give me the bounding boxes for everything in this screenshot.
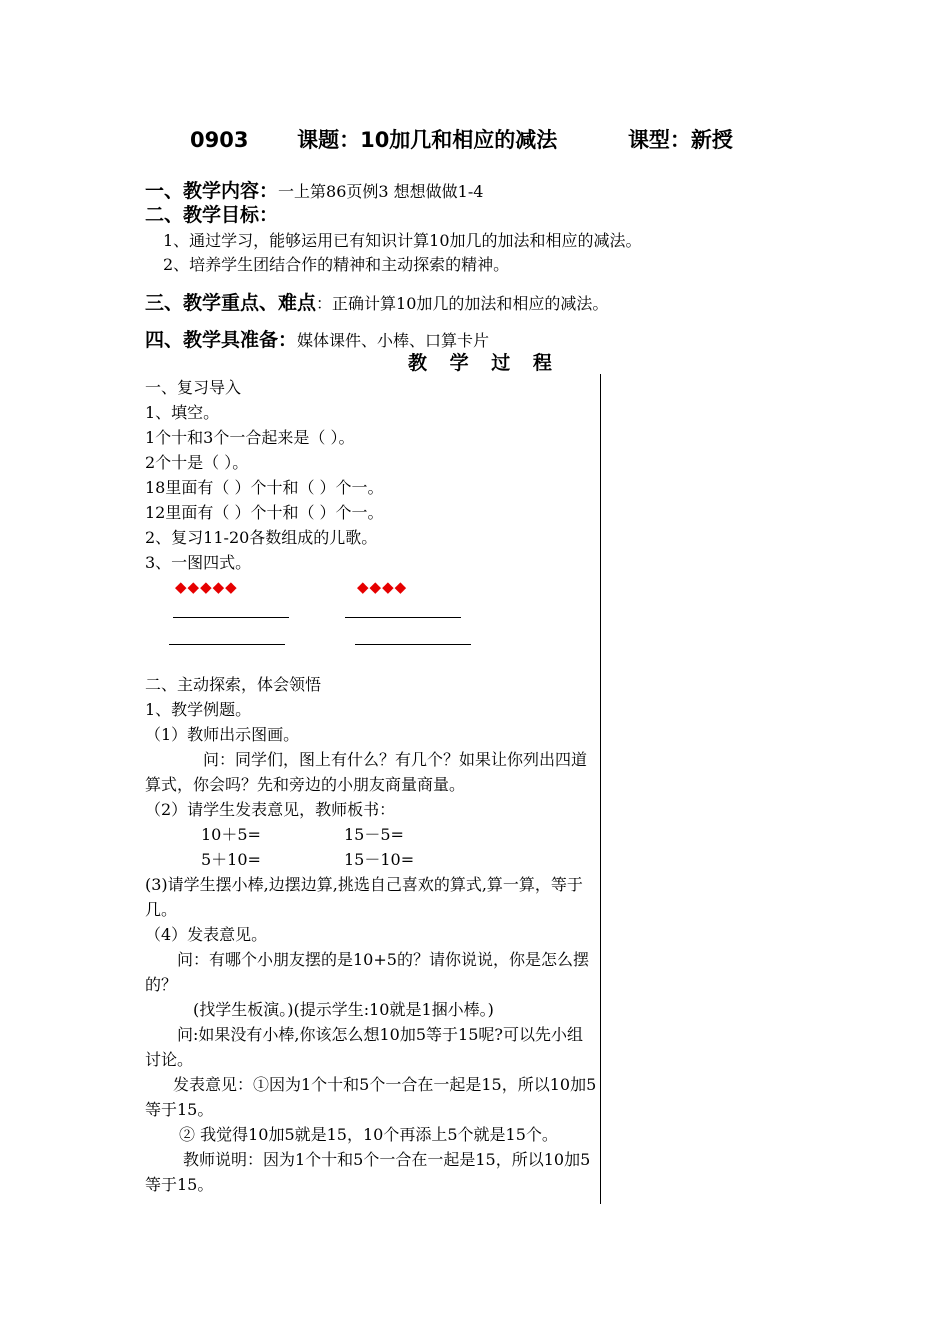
lesson-code: 0903: [190, 128, 249, 152]
answer-blank: [169, 644, 285, 645]
equation: 5＋10=: [201, 850, 261, 869]
process-body: [145, 375, 597, 1197]
answer-blanks: [145, 604, 597, 672]
one-picture-four-equations: 3、一图四式。: [145, 553, 252, 572]
review-song: 2、复习11-20各数组成的儿歌。: [145, 528, 378, 547]
step-3: (3)请学生摆小棒,边摆边算,挑选自己喜欢的算式,算一算，等于几。: [145, 875, 583, 919]
fill-blank-1: 1个十和3个一合起来是（ ）。: [145, 428, 355, 447]
goal-item-1: 1、通过学习，能够运用已有知识计算10加几的加法和相应的减法。: [163, 231, 642, 250]
opinion-2: ② 我觉得10加5就是15，10个再添上5个就是15个。: [179, 1125, 558, 1144]
lesson-topic: 课题：10加几和相应的减法: [297, 128, 558, 152]
step-2: （2）请学生发表意见，教师板书：: [145, 800, 396, 819]
diamond-group-right: ◆◆◆◆: [357, 578, 408, 596]
process-heading: 教 学 过 程: [408, 352, 560, 374]
fill-blank-heading: 1、填空。: [145, 403, 220, 422]
answer-blank: [345, 617, 461, 618]
question-3: 问:如果没有小棒,你该怎么想10加5等于15呢?可以先小组讨论。: [145, 1025, 583, 1069]
board-demo-note: (找学生板演。)(提示学生:10就是1捆小棒。): [193, 1000, 494, 1019]
lesson-type: 课型：新授: [627, 128, 733, 152]
review-heading: 一、复习导入: [145, 378, 242, 397]
answer-blank: [355, 644, 471, 645]
answer-blank: [173, 617, 289, 618]
column-divider: [600, 374, 601, 1204]
section-content: 一、教学内容：一上第86页例3 想想做做1-4: [145, 180, 484, 202]
equation: 15－10=: [344, 850, 415, 869]
question-2: 问：有哪个小朋友摆的是10+5的？请你说说，你是怎么摆的？: [145, 950, 589, 994]
step-1: （1）教师出示图画。: [145, 725, 300, 744]
equation-row-2: [145, 847, 597, 872]
diamond-row: [145, 575, 597, 604]
fill-blank-2: 2个十是（ ）。: [145, 453, 249, 472]
fill-blank-3: 18里面有（ ）个十和（ ）个一。: [145, 478, 384, 497]
example-heading: 1、教学例题。: [145, 700, 252, 719]
section-preparation: 四、教学具准备：媒体课件、小棒、口算卡片: [145, 329, 490, 351]
equation: 15－5=: [344, 825, 404, 844]
opinion-1: 发表意见：①因为1个十和5个一合在一起是15，所以10加5等于15。: [145, 1075, 597, 1119]
explore-heading: 二、主动探索，体会领悟: [145, 675, 322, 694]
section-key-points: 三、教学重点、难点：正确计算10加几的加法和相应的减法。: [145, 292, 609, 314]
diamond-group-left: ◆◆◆◆◆: [175, 578, 238, 596]
section-goals: 二、教学目标：: [145, 204, 279, 226]
question-1: 问：同学们，图上有什么？有几个？如果让你列出四道算式，你会吗？先和旁边的小朋友商量商量。: [145, 750, 588, 794]
teacher-explanation: 教师说明：因为1个十和5个一合在一起是15，所以10加5等于15。: [145, 1150, 591, 1194]
equation-row-1: [145, 822, 597, 847]
equation: 10＋5=: [201, 825, 261, 844]
goal-item-2: 2、培养学生团结合作的精神和主动探索的精神。: [163, 255, 510, 274]
step-4: （4）发表意见。: [145, 925, 268, 944]
lesson-title: [190, 124, 733, 154]
fill-blank-4: 12里面有（ ）个十和（ ）个一。: [145, 503, 384, 522]
